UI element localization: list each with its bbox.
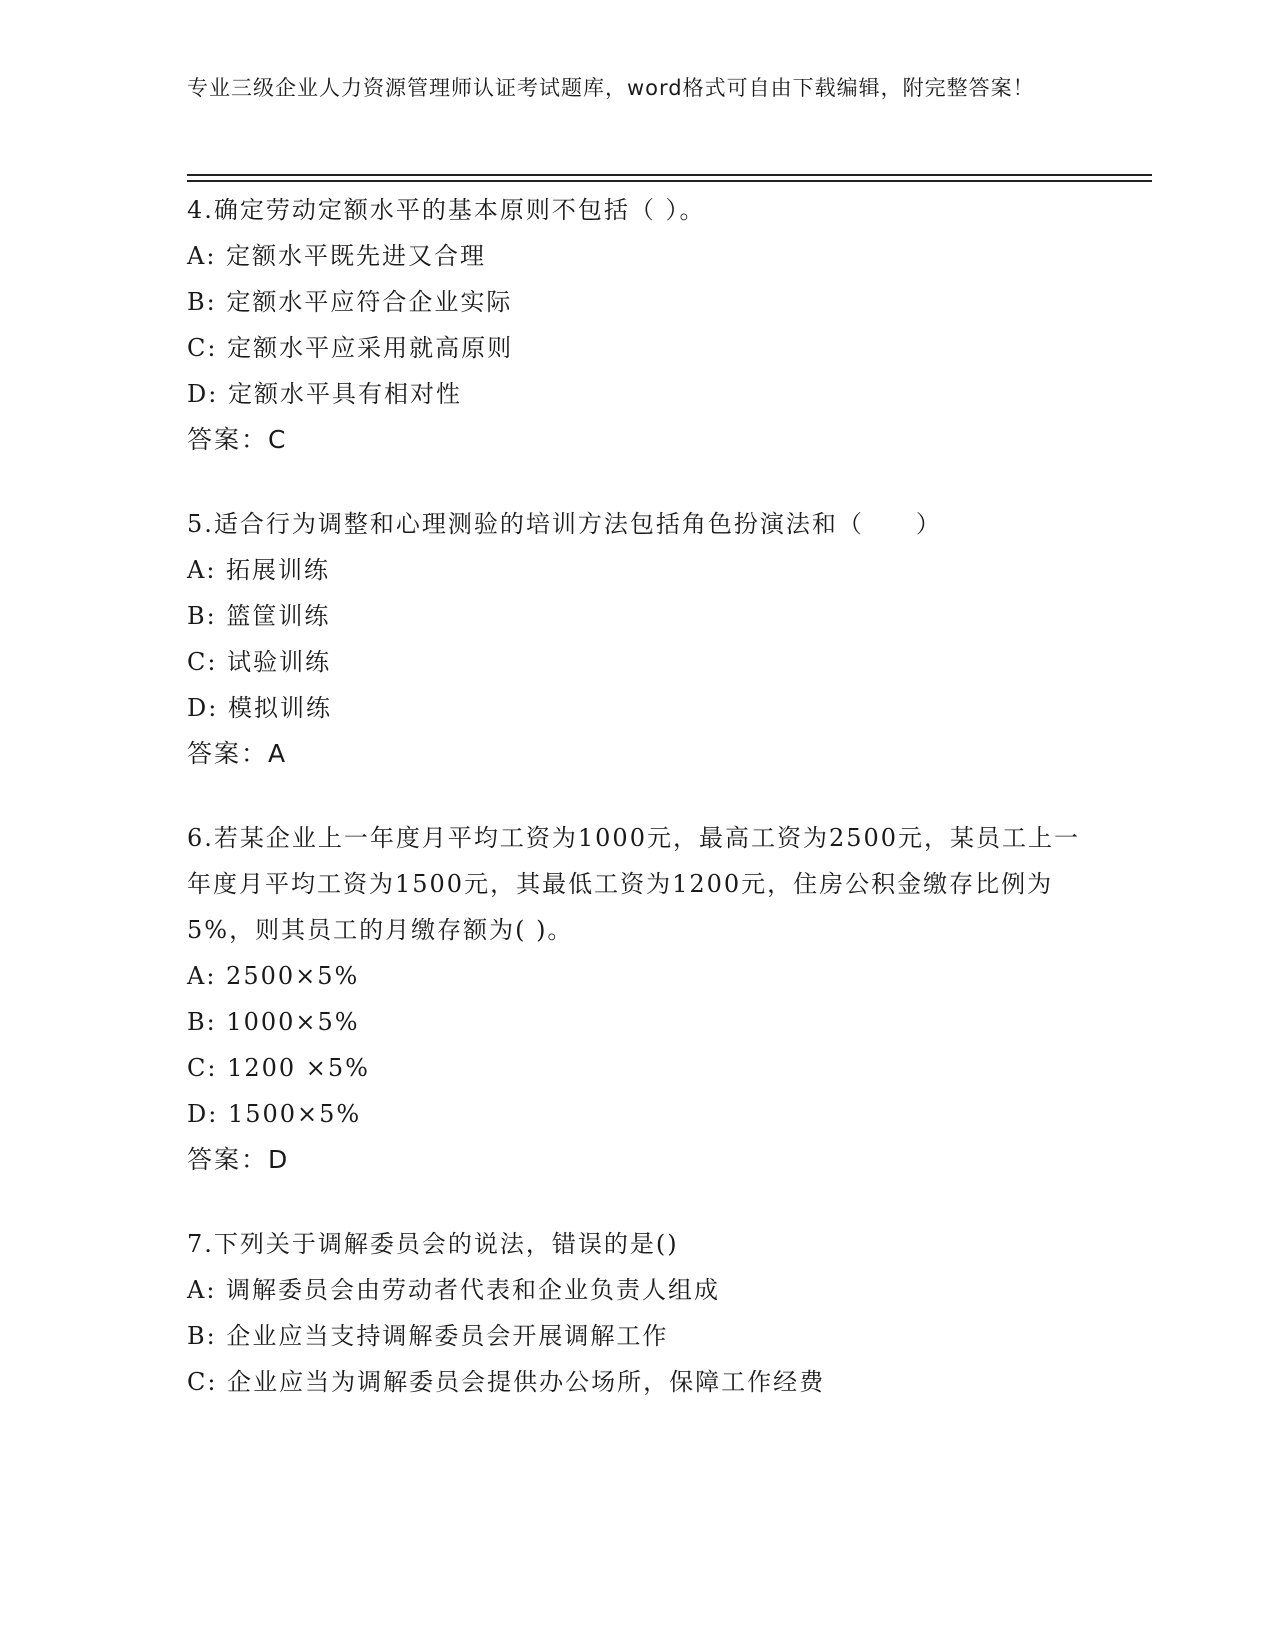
- question-text: 6.若某企业上一年度月平均工资为1000元，最高工资为2500元，某员工上一年度月平均工资为1500元，其最低工资为1200元，住房公积金缴存比例为5%，则其员工的月缴存额为( )。: [187, 824, 1081, 944]
- document-header: 专业三级企业人力资源管理师认证考试题库，word格式可自由下载编辑，附完整答案！: [187, 76, 1035, 100]
- answer-text: 答案：D: [187, 1145, 290, 1174]
- option-a: A: 2500×5%: [187, 962, 360, 990]
- header-divider-bottom: [187, 180, 1152, 182]
- option-a: A: 拓展训练: [187, 556, 331, 584]
- option-d: D: 1500×5%: [187, 1100, 362, 1128]
- question-list: [187, 187, 1087, 1443]
- option-c: C: 定额水平应采用就高原则: [187, 334, 514, 362]
- option-a: A: 调解委员会由劳动者代表和企业负责人组成: [187, 1276, 721, 1304]
- option-b: B: 1000×5%: [187, 1008, 360, 1036]
- option-d: D: 模拟训练: [187, 694, 332, 722]
- question-4: [187, 187, 1087, 463]
- option-c: C: 企业应当为调解委员会提供办公场所，保障工作经费: [187, 1368, 826, 1396]
- question-text: 7.下列关于调解委员会的说法，错误的是(): [187, 1230, 679, 1258]
- option-b: B: 定额水平应符合企业实际: [187, 288, 513, 316]
- option-c: C: 1200 ×5%: [187, 1054, 370, 1082]
- answer-text: 答案：A: [187, 739, 288, 768]
- header-divider-top: [187, 174, 1152, 176]
- option-b: B: 篮筐训练: [187, 602, 331, 630]
- option-c: C: 试验训练: [187, 648, 332, 676]
- question-6: [187, 815, 1087, 1183]
- option-b: B: 企业应当支持调解委员会开展调解工作: [187, 1322, 669, 1350]
- question-text: 5.适合行为调整和心理测验的培训方法包括角色扮演法和（ ）: [187, 510, 942, 538]
- option-d: D: 定额水平具有相对性: [187, 380, 462, 408]
- question-5: [187, 501, 1087, 777]
- question-7: [187, 1221, 1087, 1405]
- answer-text: 答案：C: [187, 425, 288, 454]
- option-a: A: 定额水平既先进又合理: [187, 242, 487, 270]
- question-text: 4.确定劳动定额水平的基本原则不包括（ ）。: [187, 196, 706, 224]
